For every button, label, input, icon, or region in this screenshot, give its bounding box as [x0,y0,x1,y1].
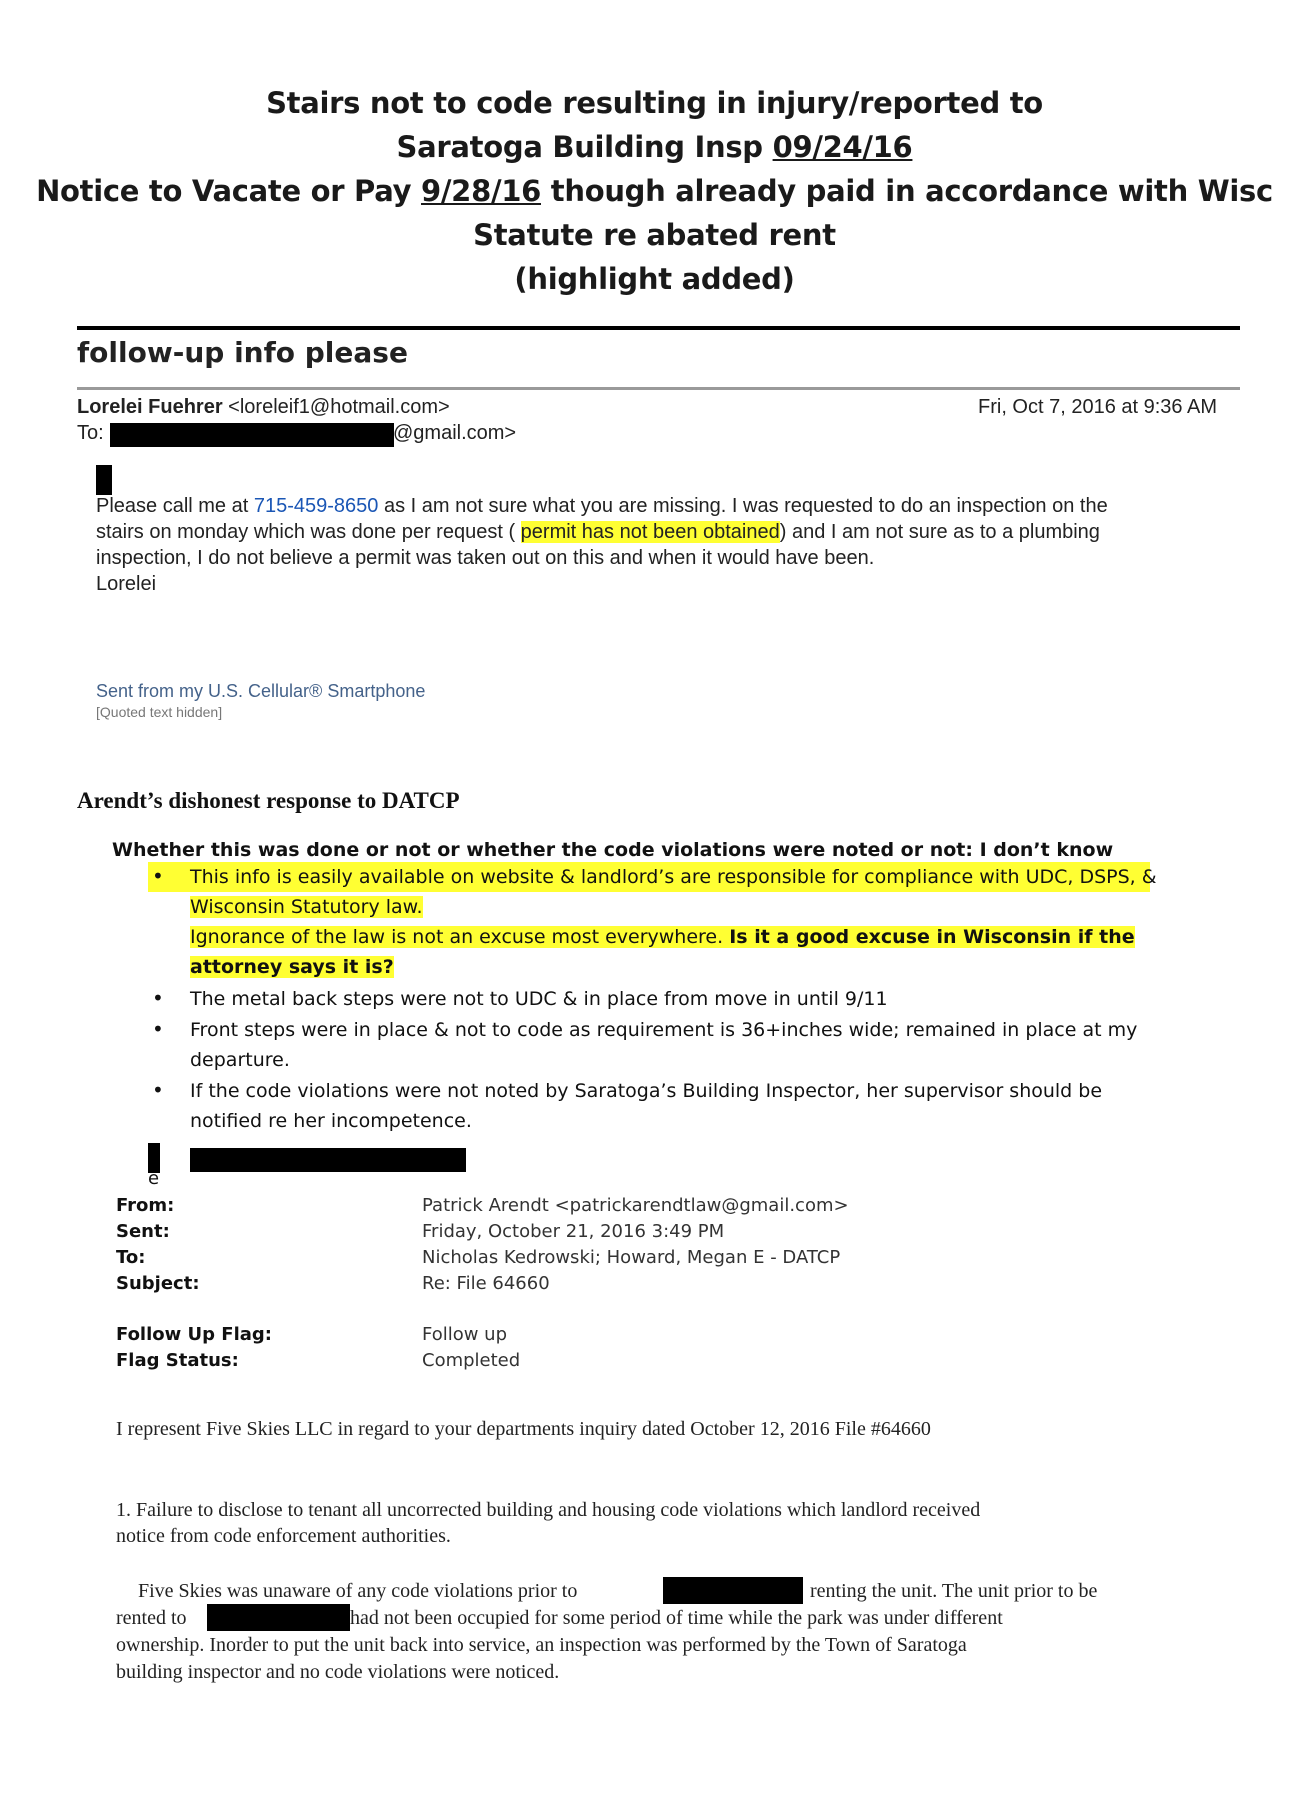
bullet-1-line-2: Wisconsin Statutory law. [190,896,423,918]
forward-subject-value: Re: File 64660 [422,1273,550,1294]
follow-up-flag-value: Follow up [422,1324,508,1345]
bullet-2: The metal back steps were not to UDC & in place from move in until 9/11 [190,988,888,1010]
doc-title-line-3 [0,174,1309,208]
subject-divider [77,387,1240,390]
letter-para-line-2b: had not been occupied for some period of time while the park was under different [350,1607,1003,1629]
bullet: • [152,1017,164,1041]
bullet-text-bold: Is it a good excuse in Wisconsin if the [729,926,1135,948]
bullet-text: Ignorance of the law is not an excuse most everywhere. [190,926,730,948]
letter-para-line-1b: renting the unit. The unit prior to be [810,1580,1098,1602]
title-line-3-prefix: Notice to Vacate or Pay [36,174,422,208]
forward-to-label: To: [116,1247,146,1268]
forward-sent-label: Sent: [116,1221,170,1242]
email-sender [77,396,450,419]
phone-link[interactable]: 715-459-8650 [253,495,379,517]
flag-status-value: Completed [422,1350,521,1371]
bullet: • [152,864,164,888]
bullet: • [152,986,164,1010]
redaction-box [110,423,394,447]
body-text: Please call me at [96,495,254,517]
forward-from-label: From: [116,1195,175,1216]
title-line-2-text: Saratoga Building Insp [396,130,773,164]
bullet-3-line-1: Front steps were in place & not to code as requirement is 36+inches wide; remained in place at my [190,1019,1138,1041]
bullet-3-line-2: departure. [190,1049,290,1071]
sender-name: Lorelei Fuehrer [77,396,223,418]
email-body-line-1 [96,495,1108,518]
doc-title-line-1: Stairs not to code resulting in injury/reported to [266,86,1043,120]
response-heading: Arendt’s dishonest response to DATCP [77,788,460,813]
forward-to-value: Nicholas Kedrowski; Howard, Megan E - DATCP [422,1247,841,1268]
sent-from-footer: Sent from my U.S. Cellular® Smartphone [96,681,426,701]
flag-status-label: Flag Status: [116,1350,239,1371]
title-date-notice: 9/28/16 [421,174,541,208]
letter-intro: I represent Five Skies LLC in regard to your departments inquiry dated October 12, 2016 File #64660 [116,1418,931,1440]
title-line-3-suffix: though already paid in accordance with Wisc [541,174,1273,208]
letter-item-1-line-2: notice from code enforcement authorities. [116,1525,451,1547]
email-body-line-3: inspection, I do not believe a permit was taken out on this and when it would have been. [96,547,875,569]
email-to-address: @gmail.com> [393,422,517,444]
doc-title-line-2 [0,130,1309,164]
redaction-box [190,1148,466,1172]
email-to-label: To: [77,422,104,444]
title-divider [77,326,1240,330]
bullet-4-line-2: notified re her incompetence. [190,1110,472,1132]
doc-title-line-4: Statute re abated rent [473,218,836,252]
bullet: • [152,1078,164,1102]
letter-para-line-2a: rented to [116,1607,187,1629]
redaction-box [207,1604,350,1631]
body-text: as I am not sure what you are missing. I was requested to do an inspection on the [378,495,1108,517]
forward-from-value: Patrick Arendt <patrickarendtlaw@gmail.com> [422,1195,849,1216]
email-signature: Lorelei [96,573,157,595]
bullet-1-line-4: attorney says it is? [190,956,394,978]
bullet-1-line-3 [190,926,1135,948]
forward-sent-value: Friday, October 21, 2016 3:49 PM [422,1221,725,1242]
redaction-box [663,1577,803,1604]
letter-para-line-1a: Five Skies was unaware of any code violations prior to [138,1580,578,1602]
bullet-1-line-1: This info is easily available on website & landlord’s are responsible for compliance with UDC, DSPS, & [190,866,1157,888]
email-body-line-2 [96,521,1100,544]
title-date-inspection: 09/24/16 [772,130,913,164]
email-subject: follow-up info please [77,336,408,369]
redaction-box [96,465,112,495]
stray-character: e [148,1168,160,1189]
body-text: stairs on monday which was done per request ( [96,521,521,543]
email-date: Fri, Oct 7, 2016 at 9:36 AM [978,396,1218,418]
response-question: Whether this was done or not or whether the code violations were noted or not: I don’t know [112,839,1114,861]
quoted-text-hidden[interactable]: [Quoted text hidden] [96,704,223,720]
bullet-4-line-1: If the code violations were not noted by Saratoga’s Building Inspector, her supervisor should be [190,1080,1103,1102]
body-text: ) and I am not sure as to a plumbing [779,521,1100,543]
sender-address: <loreleif1@hotmail.com> [228,396,450,418]
follow-up-flag-label: Follow Up Flag: [116,1324,272,1345]
highlighted-text: permit has not been obtained [520,521,780,543]
letter-para-line-3: ownership. Inorder to put the unit back into service, an inspection was performed by the Town of Saratoga [116,1634,967,1656]
forward-subject-label: Subject: [116,1273,200,1294]
letter-para-line-4: building inspector and no code violations were noticed. [116,1661,560,1683]
doc-title-line-5: (highlight added) [514,262,795,296]
letter-item-1-line-1: 1. Failure to disclose to tenant all uncorrected building and housing code violations which landlord received [116,1499,981,1521]
